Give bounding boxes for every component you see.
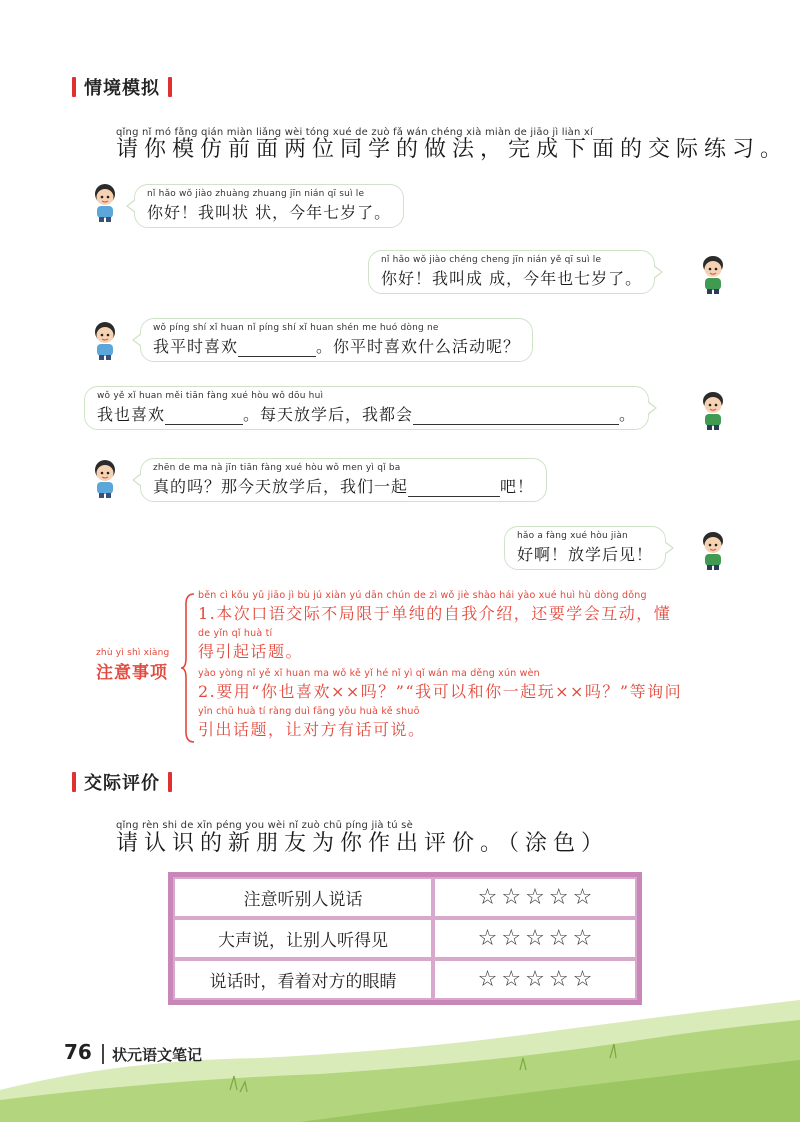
stars-cell — [433, 918, 637, 959]
fill-blank[interactable] — [238, 339, 316, 357]
notes-label-pinyin: zhù yì shì xiàng — [96, 648, 170, 658]
note-pinyin: yǐn chū huà tí ràng duì fāng yǒu huà kě shuō — [198, 706, 420, 717]
star-icon[interactable]: ☆ — [525, 926, 545, 951]
boy-avatar-zhuangzhuang-icon — [88, 458, 122, 498]
bubble-pinyin: nǐ hǎo wǒ jiào zhuàng zhuang jīn nián qī suì le — [147, 189, 365, 199]
bubble-text — [153, 474, 534, 497]
note-text: 引出话题，让对方有话可说。 — [198, 720, 426, 739]
evaluation-instruction-text — [116, 826, 609, 857]
bubble-text: 好啊！放学后见！ — [517, 545, 654, 564]
boy-avatar-chengcheng-icon — [696, 254, 730, 294]
note-item-2 — [198, 668, 682, 740]
note-pinyin: běn cì kǒu yǔ jiāo jì bù jú xiàn yú dān chún de zì wǒ jiè shào hái yào xué huì hù dòng dǒng — [198, 590, 647, 601]
text-part: 我平时喜欢 — [153, 337, 239, 356]
star-icon[interactable]: ☆ — [477, 967, 498, 992]
notes-label — [96, 648, 169, 683]
footer-divider — [102, 1044, 104, 1064]
text-part: 我也喜欢 — [97, 405, 166, 424]
book-title: 状元语文笔记 — [112, 1046, 203, 1064]
speech-bubble-2 — [368, 250, 655, 294]
text-part: 。 — [619, 405, 637, 424]
star-icon[interactable]: ☆ — [525, 967, 545, 992]
instruction-sentence: 请认识的新朋友为你作出评价。（涂色） — [116, 831, 610, 856]
note-pinyin: de yǐn qǐ huà tí — [198, 628, 273, 639]
pinyin-text: qǐng nǐ mó fǎng qián miàn liǎng wèi tóng xué de zuò fǎ wán chéng xià miàn de jiāo jì liàn xí — [116, 127, 594, 138]
speech-bubble-5 — [140, 458, 547, 502]
criterion-cell: 注意听别人说话 — [173, 877, 433, 918]
star-icon[interactable]: ☆ — [477, 885, 498, 910]
stars-cell — [433, 877, 637, 918]
bubble-pinyin: wǒ píng shí xǐ huan nǐ píng shí xǐ huan shén me huó dòng ne — [153, 323, 439, 333]
star-icon[interactable]: ☆ — [548, 926, 569, 951]
note-pinyin: yào yòng nǐ yě xǐ huan ma wǒ kě yǐ hé nǐ yì qǐ wán ma děng xún wèn — [198, 668, 540, 679]
stars-cell — [433, 959, 637, 1000]
criterion-cell: 大声说，让别人听得见 — [173, 918, 433, 959]
boy-avatar-chengcheng-icon — [696, 390, 730, 430]
fill-blank[interactable] — [165, 407, 243, 425]
pinyin-text: qǐng rèn shi de xīn péng you wèi nǐ zuò chū píng jià tú sè — [116, 820, 413, 831]
star-icon[interactable]: ☆ — [477, 926, 498, 951]
boy-avatar-chengcheng-icon — [696, 530, 730, 570]
note-text: 2.要用“你也喜欢××吗？”“我可以和你一起玩××吗？”等询问 — [198, 682, 683, 701]
bubble-text: 你好！我叫成 成，今年也七岁了。 — [381, 269, 643, 288]
star-icon[interactable]: ☆ — [501, 885, 522, 910]
section-header-role-play — [72, 74, 172, 100]
bubble-text — [153, 334, 520, 357]
star-icon[interactable]: ☆ — [501, 926, 522, 951]
star-icon[interactable]: ☆ — [548, 885, 569, 910]
section-title: 交际评价 — [84, 773, 160, 794]
star-icon[interactable]: ☆ — [572, 926, 593, 951]
text-part: 吧！ — [500, 477, 535, 496]
bubble-text — [97, 402, 636, 425]
section-header-evaluation — [72, 769, 172, 795]
speech-bubble-3 — [140, 318, 533, 362]
evaluation-table — [168, 872, 642, 1005]
fill-blank[interactable] — [408, 479, 500, 497]
text-part: 。每天放学后，我都会 — [243, 405, 414, 424]
section-title: 情境模拟 — [84, 78, 160, 99]
table-row — [173, 959, 637, 1000]
notes-label-text: 注意事项 — [96, 663, 168, 683]
curly-brace-icon — [180, 592, 196, 744]
fill-blank[interactable] — [413, 407, 619, 425]
bubble-pinyin: hǎo a fàng xué hòu jiàn — [517, 531, 628, 541]
page-number: 76 — [64, 1040, 92, 1064]
star-icon[interactable]: ☆ — [525, 885, 545, 910]
instruction-sentence: 请你模仿前面两位同学的做法，完成下面的交际练习。 — [116, 137, 789, 162]
bubble-text: 你好！我叫状 状，今年七岁了。 — [147, 203, 392, 222]
note-text: 得引起话题。 — [198, 642, 304, 661]
speech-bubble-1 — [134, 184, 404, 228]
boy-avatar-zhuangzhuang-icon — [88, 182, 122, 222]
accent-bar — [168, 772, 172, 792]
speech-bubble-4 — [84, 386, 649, 430]
accent-bar — [168, 77, 172, 97]
table-row — [173, 877, 637, 918]
accent-bar — [72, 772, 76, 792]
text-part: 真的吗？那今天放学后，我们一起 — [153, 477, 409, 496]
bubble-pinyin: zhēn de ma nà jīn tiān fàng xué hòu wǒ men yì qǐ ba — [153, 463, 401, 473]
accent-bar — [72, 77, 76, 97]
star-icon[interactable]: ☆ — [572, 967, 593, 992]
bubble-pinyin: wǒ yě xǐ huan měi tiān fàng xué hòu wǒ dōu huì — [97, 391, 324, 401]
text-part: 。你平时喜欢什么活动呢？ — [316, 337, 521, 356]
boy-avatar-zhuangzhuang-icon — [88, 320, 122, 360]
speech-bubble-6 — [504, 526, 666, 570]
table-row — [173, 918, 637, 959]
bubble-pinyin: nǐ hǎo wǒ jiào chéng cheng jīn nián yě qī suì le — [381, 255, 602, 265]
star-icon[interactable]: ☆ — [501, 967, 522, 992]
criterion-cell: 说话时，看着对方的眼睛 — [173, 959, 433, 1000]
star-icon[interactable]: ☆ — [548, 967, 569, 992]
instruction-text — [116, 132, 788, 163]
note-item-1 — [198, 590, 671, 662]
star-icon[interactable]: ☆ — [572, 885, 593, 910]
note-text: 1.本次口语交际不局限于单纯的自我介绍，还要学会互动，懂 — [198, 604, 672, 623]
